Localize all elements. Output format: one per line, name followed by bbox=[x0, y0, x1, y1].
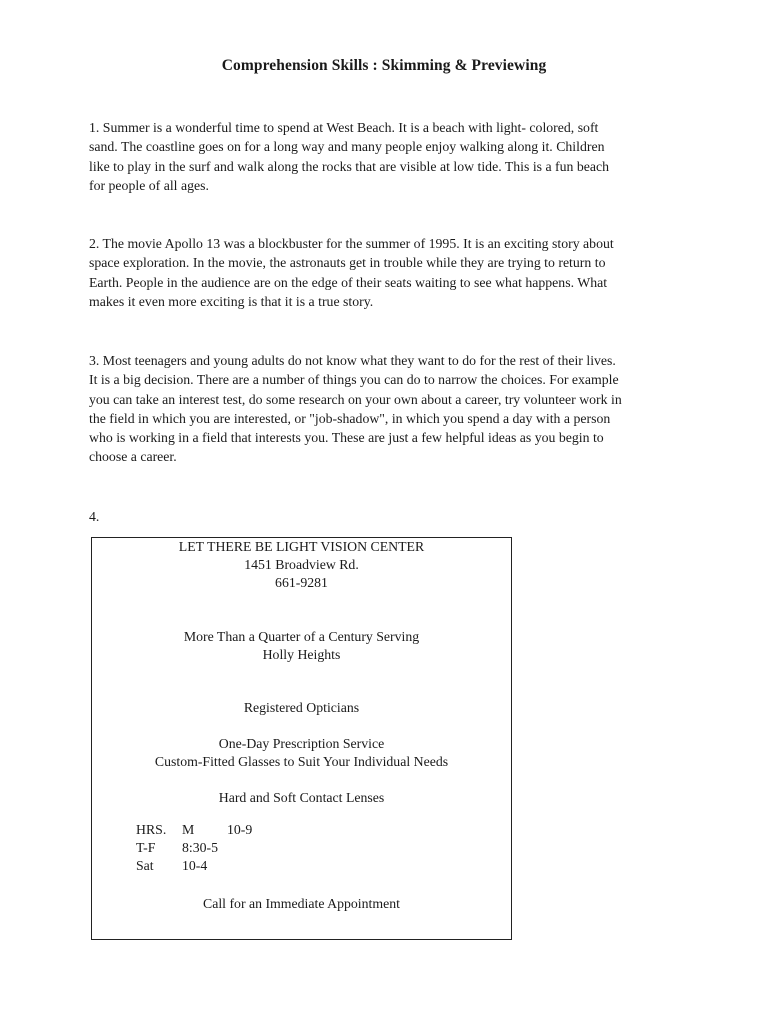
passage-line: space exploration. In the movie, the astronauts get in trouble while they are trying to return to bbox=[89, 255, 606, 271]
ad-service-contacts: Hard and Soft Contact Lenses bbox=[218, 790, 385, 805]
hours-day: M bbox=[182, 822, 195, 837]
passage-line: you can take an interest test, do some research on your own about a career, try volunteer work in bbox=[89, 391, 622, 407]
ad-tagline-line-2: Holly Heights bbox=[262, 647, 341, 662]
ad-address: 1451 Broadview Rd. bbox=[244, 557, 359, 572]
passage-1 bbox=[89, 118, 679, 195]
passage-line: choose a career. bbox=[89, 449, 177, 465]
vision-center-ad bbox=[91, 537, 512, 940]
hours-row bbox=[136, 857, 287, 875]
hours-time: 10-4 bbox=[182, 858, 208, 873]
hours-label: HRS. bbox=[136, 822, 167, 837]
hours-day: Sat bbox=[136, 858, 154, 873]
ad-call-to-action: Call for an Immediate Appointment bbox=[203, 896, 400, 911]
passage-line: the field in which you are interested, or "job-shadow", in which you spend a day with a person bbox=[89, 410, 611, 426]
passage-2 bbox=[89, 234, 679, 311]
hours-extra bbox=[227, 839, 287, 857]
passage-3 bbox=[89, 351, 679, 467]
passage-line: for people of all ages. bbox=[89, 177, 209, 193]
ad-hours bbox=[136, 821, 287, 875]
ad-business-name: LET THERE BE LIGHT VISION CENTER bbox=[178, 539, 425, 554]
hours-row bbox=[136, 821, 287, 839]
hours-row bbox=[136, 839, 287, 857]
ad-service-prescription: One-Day Prescription Service bbox=[218, 736, 385, 751]
hours-time: 8:30-5 bbox=[182, 840, 219, 855]
page-title: Comprehension Skills : Skimming & Previewing bbox=[221, 57, 547, 74]
hours-time: 10-9 bbox=[227, 822, 253, 837]
hours-extra bbox=[227, 857, 287, 875]
passage-line: sand. The coastline goes on for a long way and many people enjoy walking along it. Children bbox=[89, 139, 605, 155]
hours-day: T-F bbox=[136, 840, 156, 855]
passage-line: Earth. People in the audience are on the edge of their seats waiting to see what happens. What bbox=[89, 274, 608, 290]
passage-line: 3. Most teenagers and young adults do not know what they want to do for the rest of their lives. bbox=[89, 353, 616, 368]
passage-line: 1. Summer is a wonderful time to spend at West Beach. It is a beach with light- colored, soft bbox=[89, 120, 599, 135]
ad-service-glasses: Custom-Fitted Glasses to Suit Your Individual Needs bbox=[154, 754, 449, 769]
passage-line: who is working in a field that interests you. These are just a few helpful ideas as you begin to bbox=[89, 430, 604, 446]
passage-line: 2. The movie Apollo 13 was a blockbuster for the summer of 1995. It is an exciting story about bbox=[89, 236, 614, 251]
passage-line: like to play in the surf and walk along the rocks that are visible at low tide. This is a fun beach bbox=[89, 158, 610, 174]
item-4-label: 4. bbox=[89, 509, 100, 524]
ad-service-opticians: Registered Opticians bbox=[243, 700, 360, 715]
passage-line: makes it even more exciting is that it is a true story. bbox=[89, 293, 374, 309]
ad-phone: 661-9281 bbox=[275, 575, 328, 590]
ad-tagline-line-1: More Than a Quarter of a Century Serving bbox=[183, 629, 420, 644]
passage-line: It is a big decision. There are a number of things you can do to narrow the choices. For example bbox=[89, 372, 619, 388]
